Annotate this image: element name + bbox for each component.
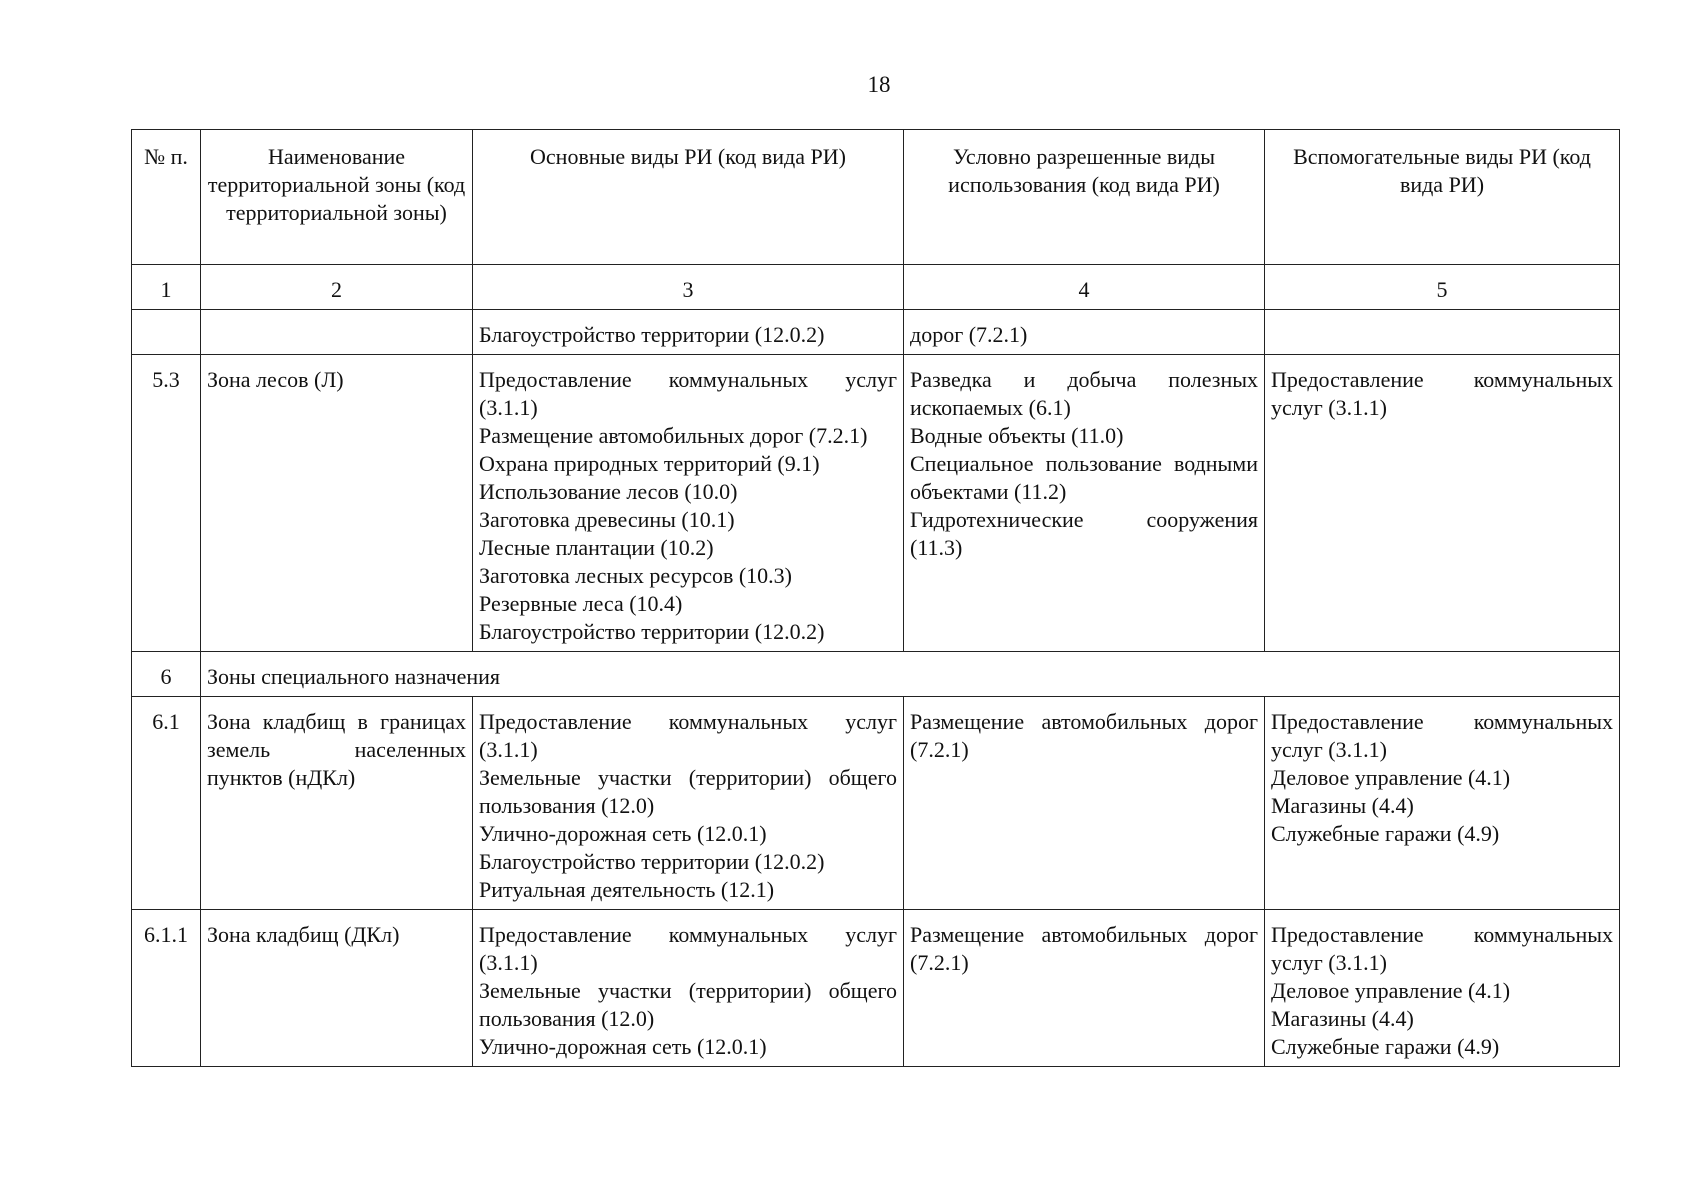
- page-number: 18: [867, 72, 891, 97]
- row-number: 5.3: [132, 355, 201, 652]
- use-item: Магазины (4.4): [1271, 793, 1414, 818]
- column-numbers-row: [132, 265, 1620, 310]
- use-item: Деловое управление (4.1): [1271, 765, 1511, 790]
- conditional-uses-cell: [904, 310, 1265, 355]
- use-item: Предоставление коммунальных услуг (3.1.1): [479, 922, 897, 975]
- table-row: [132, 910, 1620, 1067]
- use-item: Земельные участки (территории) общего пользования (12.0): [479, 978, 897, 1031]
- use-item: Предоставление коммунальных услуг (3.1.1): [1271, 709, 1613, 762]
- section-row: [132, 652, 1620, 697]
- auxiliary-uses-cell: [1265, 910, 1620, 1067]
- main-uses-cell: [473, 310, 904, 355]
- section-title: Зоны специального назначения: [201, 652, 1620, 697]
- use-item: Служебные гаражи (4.9): [1271, 821, 1500, 846]
- use-item: Гидротехнические сооружения (11.3): [910, 507, 1258, 560]
- column-number: 4: [904, 265, 1265, 310]
- use-item: Предоставление коммунальных услуг (3.1.1): [479, 709, 897, 762]
- use-item: Резервные леса (10.4): [479, 591, 683, 616]
- table-row: [132, 310, 1620, 355]
- use-item: Благоустройство территории (12.0.2): [479, 619, 825, 644]
- use-item: Улично-дорожная сеть (12.0.1): [479, 1034, 767, 1059]
- table-row: [132, 697, 1620, 910]
- conditional-uses-cell: [904, 355, 1265, 652]
- use-item: Лесные плантации (10.2): [479, 535, 714, 560]
- use-item: Заготовка лесных ресурсов (10.3): [479, 563, 793, 588]
- header-auxiliary-uses: Вспомогательные виды РИ (код вида РИ): [1265, 130, 1620, 265]
- table-row: [132, 355, 1620, 652]
- main-uses-cell: [473, 355, 904, 652]
- zone-name: [201, 310, 473, 355]
- row-number: 6.1: [132, 697, 201, 910]
- use-item: Земельные участки (территории) общего пользования (12.0): [479, 765, 897, 818]
- use-item: дорог (7.2.1): [910, 322, 1028, 347]
- auxiliary-uses-cell: [1265, 310, 1620, 355]
- use-item: Размещение автомобильных дорог (7.2.1): [910, 709, 1258, 762]
- use-item: Специальное пользование водными объектами (11.2): [910, 451, 1258, 504]
- main-uses-cell: [473, 910, 904, 1067]
- column-number: 5: [1265, 265, 1620, 310]
- conditional-uses-cell: [904, 910, 1265, 1067]
- column-number: 2: [201, 265, 473, 310]
- use-item: Предоставление коммунальных услуг (3.1.1): [479, 367, 897, 420]
- header-main-uses: Основные виды РИ (код вида РИ): [473, 130, 904, 265]
- use-item: Деловое управление (4.1): [1271, 978, 1511, 1003]
- use-item: Предоставление коммунальных услуг (3.1.1): [1271, 922, 1613, 975]
- use-item: Служебные гаражи (4.9): [1271, 1034, 1500, 1059]
- column-number: 1: [132, 265, 201, 310]
- row-number: 6.1.1: [132, 910, 201, 1067]
- use-item: Использование лесов (10.0): [479, 479, 738, 504]
- zone-name: [201, 697, 473, 910]
- use-item: Улично-дорожная сеть (12.0.1): [479, 821, 767, 846]
- column-number: 3: [473, 265, 904, 310]
- header-number: № п.: [132, 130, 201, 265]
- use-item: Предоставление коммунальных услуг (3.1.1): [1271, 367, 1613, 420]
- use-item: Благоустройство территории (12.0.2): [479, 322, 825, 347]
- row-number: [132, 310, 201, 355]
- header-conditional-uses: Условно разрешенные виды использования (код вида РИ): [904, 130, 1265, 265]
- zone-name: Зона лесов (Л): [201, 355, 473, 652]
- use-item: Разведка и добыча полезных ископаемых (6.1): [910, 367, 1258, 420]
- use-item: Ритуальная деятельность (12.1): [479, 877, 775, 902]
- use-item: Размещение автомобильных дорог (7.2.1): [910, 922, 1258, 975]
- zone-name-text: Зона кладбищ в границах земель населенных пунктов (нДКл): [207, 709, 466, 790]
- use-item: Магазины (4.4): [1271, 1006, 1414, 1031]
- zone-name: Зона кладбищ (ДКл): [201, 910, 473, 1067]
- auxiliary-uses-cell: [1265, 355, 1620, 652]
- main-uses-cell: [473, 697, 904, 910]
- conditional-uses-cell: [904, 697, 1265, 910]
- use-item: Водные объекты (11.0): [910, 423, 1124, 448]
- auxiliary-uses-cell: [1265, 697, 1620, 910]
- table-header-row: [132, 130, 1620, 265]
- header-zone-name: Наименование территориальной зоны (код территориальной зоны): [201, 130, 473, 265]
- use-item: Размещение автомобильных дорог (7.2.1): [479, 423, 868, 448]
- use-item: Охрана природных территорий (9.1): [479, 451, 820, 476]
- use-item: Благоустройство территории (12.0.2): [479, 849, 825, 874]
- section-number: 6: [132, 652, 201, 697]
- use-item: Заготовка древесины (10.1): [479, 507, 735, 532]
- zones-table: [131, 129, 1620, 1067]
